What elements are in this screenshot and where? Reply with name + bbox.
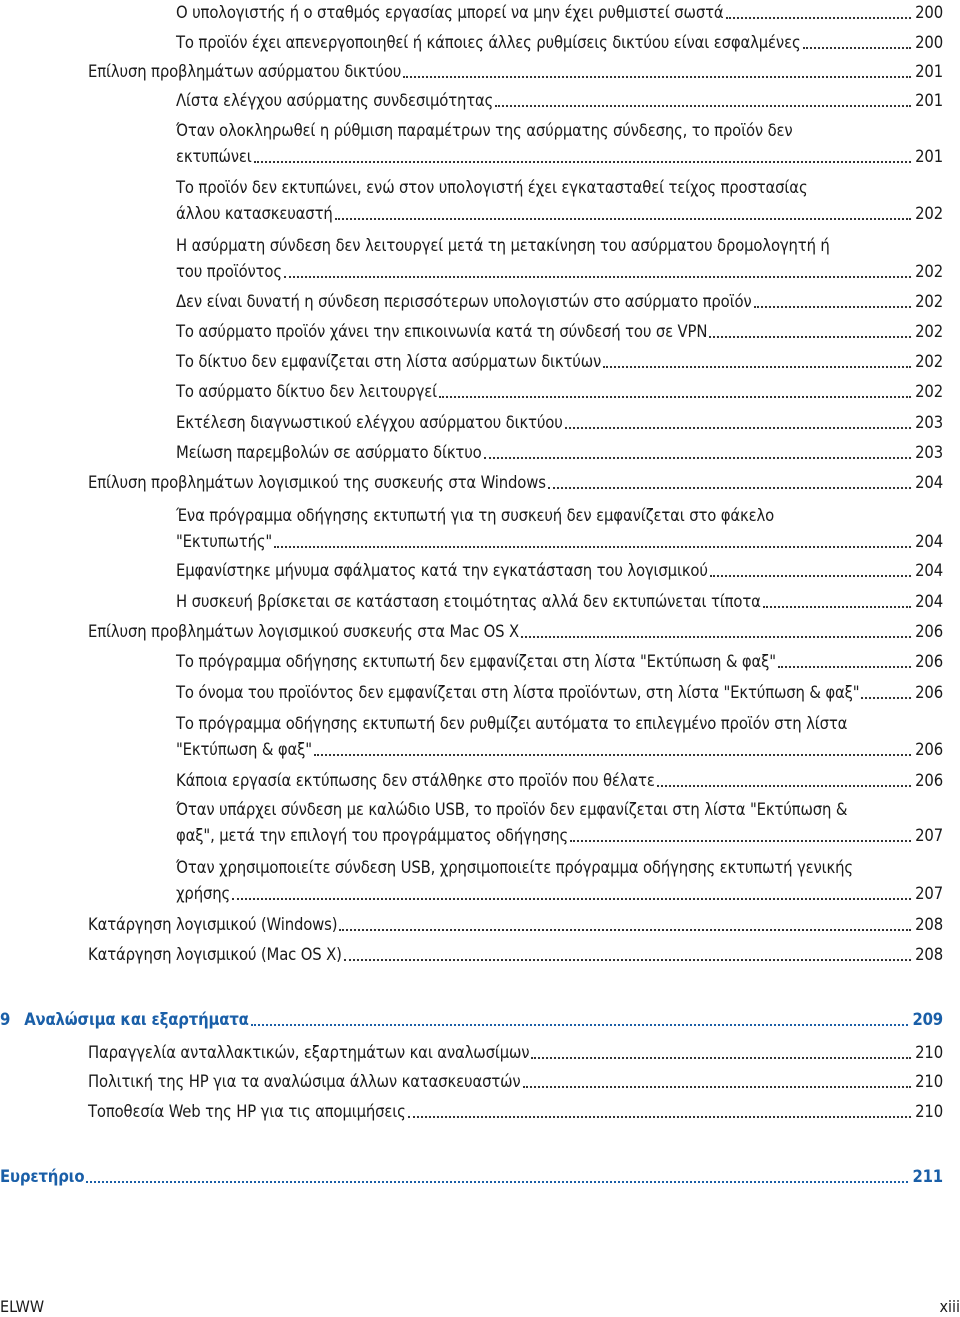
toc-page-number: 201 <box>915 147 943 166</box>
toc-entry-title: Επίλυση προβλημάτων ασύρματου δικτύου <box>88 62 402 81</box>
toc-entry[interactable] <box>88 1069 943 1095</box>
toc-entry-title-line: Όταν υπάρχει σύνδεση με καλώδιο USB, το προϊόν δεν εμφανίζεται στη λίστα "Εκτύπωση & <box>176 800 848 819</box>
toc-entry[interactable] <box>176 30 943 56</box>
toc-page-number: 210 <box>915 1072 943 1091</box>
dot-leader <box>403 76 911 78</box>
toc-entry-title-line: Η ασύρματη σύνδεση δεν λειτουργεί μετά τη μετακίνηση του ασύρματου δρομολογητή ή <box>176 236 830 255</box>
toc-page-number: 208 <box>915 945 943 964</box>
toc-page-number: 200 <box>915 3 943 22</box>
toc-page-number: 202 <box>915 322 943 341</box>
toc-entry-title: Η συσκευή βρίσκεται σε κατάσταση ετοιμότητας αλλά δεν εκτυπώνεται τίποτα <box>176 592 761 611</box>
toc-entry[interactable] <box>176 797 943 849</box>
dot-leader <box>484 457 911 459</box>
toc-entry[interactable] <box>176 711 943 763</box>
toc-entry-title: Δεν είναι δυνατή η σύνδεση περισσότερων υπολογιστών στο ασύρματο προϊόν <box>176 292 752 311</box>
toc-page-number: 209 <box>912 1010 943 1029</box>
toc-entry-title: χρήσης <box>176 884 231 903</box>
toc-entry[interactable] <box>176 855 943 907</box>
dot-leader <box>657 785 911 787</box>
toc-entry[interactable] <box>88 1099 943 1125</box>
toc-entry[interactable] <box>176 175 943 227</box>
toc-chapter[interactable] <box>0 1164 943 1190</box>
dot-leader <box>861 697 911 699</box>
toc-entry[interactable] <box>88 59 943 85</box>
dot-leader <box>763 606 911 608</box>
toc-page-number: 200 <box>915 33 943 52</box>
toc-entry[interactable] <box>88 912 943 938</box>
toc-page-number: 207 <box>915 884 943 903</box>
toc-entry-title: Μείωση παρεμβολών σε ασύρματο δίκτυο <box>176 443 482 462</box>
toc-entry-title: Το προϊόν έχει απενεργοποιηθεί ή κάποιες άλλες ρυθμίσεις δικτύου είναι εσφαλμένες <box>176 33 801 52</box>
toc-page-number: 211 <box>912 1167 943 1186</box>
toc-page-number: 206 <box>915 771 943 790</box>
dot-leader <box>523 1086 911 1088</box>
dot-leader <box>335 218 911 220</box>
dot-leader <box>709 336 911 338</box>
toc-page-number: 206 <box>915 622 943 641</box>
toc-entry-title: φαξ", μετά την επιλογή του προγράμματος οδήγησης <box>176 826 569 845</box>
toc-page-number: 204 <box>915 561 943 580</box>
toc-page-number: 203 <box>915 413 943 432</box>
toc-page-number: 202 <box>915 382 943 401</box>
dot-leader <box>754 306 911 308</box>
dot-leader <box>565 427 911 429</box>
toc-entry-title: Ευρετήριο <box>0 1167 85 1186</box>
toc-page-number: 203 <box>915 443 943 462</box>
dot-leader <box>778 666 911 668</box>
dot-leader <box>495 105 911 107</box>
toc-entry-title: Τοποθεσία Web της HP για τις απομιμήσεις <box>88 1102 406 1121</box>
toc-entry[interactable] <box>176 558 943 584</box>
dot-leader <box>439 396 911 398</box>
toc-entry[interactable] <box>88 470 943 496</box>
toc-entry[interactable] <box>176 440 943 466</box>
toc-entry-title-line: Όταν ολοκληρωθεί η ρύθμιση παραμέτρων της ασύρματης σύνδεσης, το προϊόν δεν <box>176 121 793 140</box>
toc-page-number: 204 <box>915 592 943 611</box>
dot-leader <box>603 366 911 368</box>
toc-entry[interactable] <box>176 319 943 345</box>
dot-leader <box>570 840 911 842</box>
toc-entry[interactable] <box>176 349 943 375</box>
toc-entry-title: "Εκτύπωση & φαξ" <box>176 740 312 759</box>
toc-page-number: 207 <box>915 826 943 845</box>
toc-entry-title-line: Το προϊόν δεν εκτυπώνει, ενώ στον υπολογιστή έχει εγκατασταθεί τείχος προστασίας <box>176 178 808 197</box>
dot-leader <box>284 276 911 278</box>
toc-entry[interactable] <box>176 503 943 555</box>
toc-page-number: 206 <box>915 683 943 702</box>
toc-entry-title-line: Το πρόγραμμα οδήγησης εκτυπωτή δεν ρυθμίζει αυτόματα το επιλεγμένο προϊόν στη λίστα <box>176 714 848 733</box>
toc-page-number: 208 <box>915 915 943 934</box>
chapter-number: 9 <box>0 1010 11 1029</box>
toc-page-number: 201 <box>915 91 943 110</box>
footer-right: xiii <box>939 1297 960 1316</box>
toc-entry-title: Το όνομα του προϊόντος δεν εμφανίζεται στη λίστα προϊόντων, στη λίστα "Εκτύπωση & φαξ" <box>176 683 860 702</box>
toc-entry[interactable] <box>176 379 943 405</box>
toc-entry[interactable] <box>88 1040 943 1066</box>
toc-entry-title: Το ασύρματο δίκτυο δεν λειτουργεί <box>176 382 438 401</box>
toc-entry-title: "Εκτυπωτής" <box>176 532 273 551</box>
toc-page-number: 206 <box>915 652 943 671</box>
dot-leader <box>521 636 911 638</box>
toc-entry-title: Αναλώσιμα και εξαρτήματα <box>24 1010 249 1029</box>
toc-entry-title: Λίστα ελέγχου ασύρματης συνδεσιμότητας <box>176 91 494 110</box>
toc-page-number: 202 <box>915 262 943 281</box>
toc-entry-title: Το δίκτυο δεν εμφανίζεται στη λίστα ασύρματων δικτύων <box>176 352 602 371</box>
toc-page-number: 210 <box>915 1102 943 1121</box>
toc-entry-title: Κατάργηση λογισμικού (Windows) <box>88 915 338 934</box>
toc-entry-title: Εμφανίστηκε μήνυμα σφάλματος κατά την εγκατάσταση του λογισμικού <box>176 561 708 580</box>
dot-leader <box>314 754 911 756</box>
dot-leader <box>803 47 911 49</box>
toc-entry[interactable] <box>176 0 943 26</box>
toc-entry-title: εκτυπώνει <box>176 147 252 166</box>
dot-leader <box>710 575 911 577</box>
toc-entry[interactable] <box>88 619 943 645</box>
dot-leader <box>339 929 911 931</box>
toc-entry[interactable] <box>176 649 943 675</box>
toc-entry-title: Επίλυση προβλημάτων λογισμικού συσκευής στα Mac OS X <box>88 622 520 641</box>
dot-leader <box>232 898 911 900</box>
toc-entry[interactable] <box>176 88 943 114</box>
toc-entry-title: Το πρόγραμμα οδήγησης εκτυπωτή δεν εμφανίζεται στη λίστα "Εκτύπωση & φαξ" <box>176 652 776 671</box>
toc-entry-title: Πολιτική της HP για τα αναλώσιμα άλλων κατασκευαστών <box>88 1072 521 1091</box>
toc-entry-title: Εκτέλεση διαγνωστικού ελέγχου ασύρματου δικτύου <box>176 413 563 432</box>
footer-left: ELWW <box>0 1297 45 1316</box>
toc-entry[interactable] <box>176 410 943 436</box>
dot-leader <box>726 17 911 19</box>
dot-leader <box>274 546 911 548</box>
toc-page-number: 201 <box>915 62 943 81</box>
toc-entry-title: Παραγγελία ανταλλακτικών, εξαρτημάτων και αναλωσίμων <box>88 1043 530 1062</box>
dot-leader <box>408 1116 911 1118</box>
toc-page-number: 204 <box>915 532 943 551</box>
toc-entry-title: άλλου κατασκευαστή <box>176 204 333 223</box>
toc-page-number: 204 <box>915 473 943 492</box>
toc-entry[interactable] <box>176 589 943 615</box>
toc-entry[interactable] <box>176 118 943 170</box>
dot-leader <box>531 1057 911 1059</box>
toc-page-number: 210 <box>915 1043 943 1062</box>
toc-page-number: 202 <box>915 352 943 371</box>
toc-page-number: 202 <box>915 204 943 223</box>
toc-entry[interactable] <box>88 942 943 968</box>
toc-entry-title: Ο υπολογιστής ή ο σταθμός εργασίας μπορεί να μην έχει ρυθμιστεί σωστά <box>176 3 724 22</box>
dot-leader <box>86 1181 908 1183</box>
dot-leader <box>548 487 911 489</box>
toc-entry[interactable] <box>176 680 943 706</box>
toc-page-number: 202 <box>915 292 943 311</box>
toc-entry-title: Κάποια εργασία εκτύπωσης δεν στάλθηκε στο προϊόν που θέλατε <box>176 771 655 790</box>
toc-entry-title: Επίλυση προβλημάτων λογισμικού της συσκευής στα Windows <box>88 473 546 492</box>
toc-entry-title: Κατάργηση λογισμικού (Mac OS X) <box>88 945 342 964</box>
toc-entry[interactable] <box>176 768 943 794</box>
toc-entry-title-line: Όταν χρησιμοποιείτε σύνδεση USB, χρησιμοποιείτε πρόγραμμα οδήγησης εκτυπωτή γενικής <box>176 858 853 877</box>
toc-entry-title-line: Ένα πρόγραμμα οδήγησης εκτυπωτή για τη συσκευή δεν εμφανίζεται στο φάκελο <box>176 506 775 525</box>
toc-page-number: 206 <box>915 740 943 759</box>
dot-leader <box>344 959 911 961</box>
toc-entry-title: του προϊόντος <box>176 262 282 281</box>
dot-leader <box>254 161 911 163</box>
dot-leader <box>251 1024 909 1026</box>
toc-entry-title: Το ασύρματο προϊόν χάνει την επικοινωνία κατά τη σύνδεσή του σε VPN <box>176 322 708 341</box>
toc-entry[interactable] <box>176 233 943 285</box>
toc-entry[interactable] <box>176 289 943 315</box>
toc-chapter[interactable] <box>0 1007 943 1033</box>
